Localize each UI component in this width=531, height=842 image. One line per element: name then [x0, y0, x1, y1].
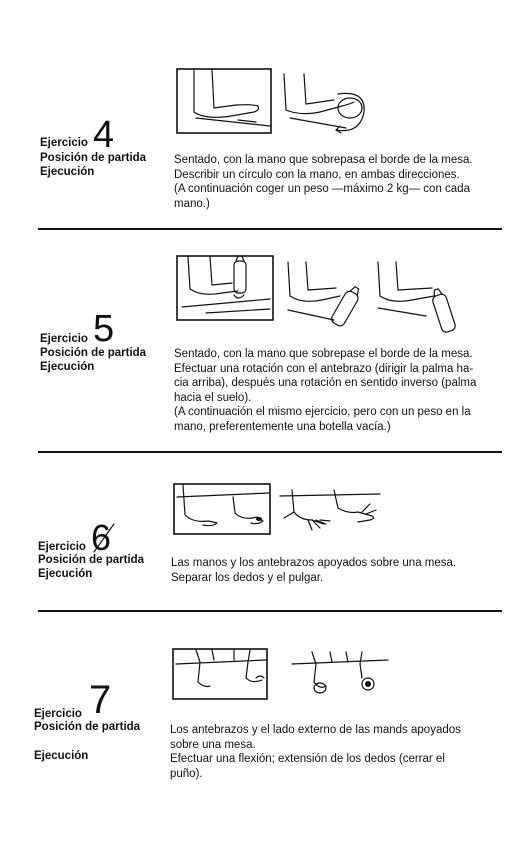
exercise-label: Ejercicio: [40, 333, 88, 345]
description-line: mano.): [174, 197, 210, 210]
exercise-6-illustration-spread: [278, 488, 382, 538]
exercise-4-illustration-motion: [276, 72, 376, 138]
exercise-5-illustration-rotation-down: [372, 260, 462, 336]
exercise-description: [171, 556, 456, 585]
exercise-label: Ejercicio: [38, 541, 86, 553]
description-line: Sentado, con la mano que sobrepase el borde de la mesa.: [174, 348, 473, 360]
exercise-number: 7: [89, 678, 112, 722]
description-line: mano, preferentemente una botella vacía.): [174, 420, 391, 433]
execution-label: Ejecución: [34, 750, 89, 762]
description-line: sobre una mesa.: [170, 738, 256, 751]
description-line: puño).: [170, 767, 203, 780]
exercise-7-illustration-start: [172, 648, 268, 700]
exercise-description: [174, 153, 473, 211]
execution-label: Ejecución: [38, 568, 93, 580]
starting-position-label: Posición de partida: [38, 554, 145, 566]
description-line: Efectuar una flexión; extensión de los dedos (cerrar el: [170, 753, 445, 765]
exercise-description: [174, 347, 476, 434]
starting-position-label: Posición de partida: [40, 152, 147, 164]
description-line: cia arriba), después una rotación en sentido inverso (palma: [174, 377, 477, 389]
section-divider: [38, 610, 502, 612]
section-divider: [38, 451, 502, 453]
execution-label: Ejecución: [40, 361, 95, 373]
description-line: (A continuación coger un peso —máximo 2 kg— con cada: [174, 183, 470, 195]
section-divider: [38, 228, 502, 230]
description-line: hacia el suelo).: [174, 391, 252, 404]
description-line: Sentado, con la mano que sobrepasa el borde de la mesa.: [174, 154, 473, 166]
description-line: Los antebrazos y el lado externo de las mands apoyados: [170, 724, 461, 736]
number-stroke: [88, 517, 118, 558]
description-line: (A continuación el mismo ejercicio, pero con un peso en la: [174, 406, 471, 418]
exercise-number: 4: [93, 114, 115, 156]
description-line: Efectuar una rotación con el antebrazo (dirigir la palma ha-: [174, 362, 474, 375]
exercise-6-illustration-start: [173, 483, 271, 535]
description-line: Separar los dedos y el pulgar.: [171, 571, 324, 584]
exercise-4-illustration-start: [176, 68, 272, 136]
exercise-label: Ejercicio: [34, 708, 82, 720]
exercise-description: [170, 723, 461, 781]
exercise-number: 5: [93, 308, 115, 350]
description-line: Describir un círculo con la mano, en ambas direcciones.: [174, 168, 460, 181]
starting-position-label: Posición de partida: [34, 721, 141, 733]
exercise-5-illustration-start: [176, 255, 274, 321]
exercise-number: 6: [91, 517, 112, 558]
exercise-label: Ejercicio: [40, 137, 88, 149]
execution-label: Ejecución: [40, 166, 95, 178]
description-line: Las manos y los antebrazos apoyados sobre una mesa.: [171, 557, 457, 569]
exercise-7-illustration-fist: [290, 650, 390, 700]
starting-position-label: Posición de partida: [40, 347, 147, 359]
exercise-5-illustration-rotation-up: [282, 260, 362, 332]
